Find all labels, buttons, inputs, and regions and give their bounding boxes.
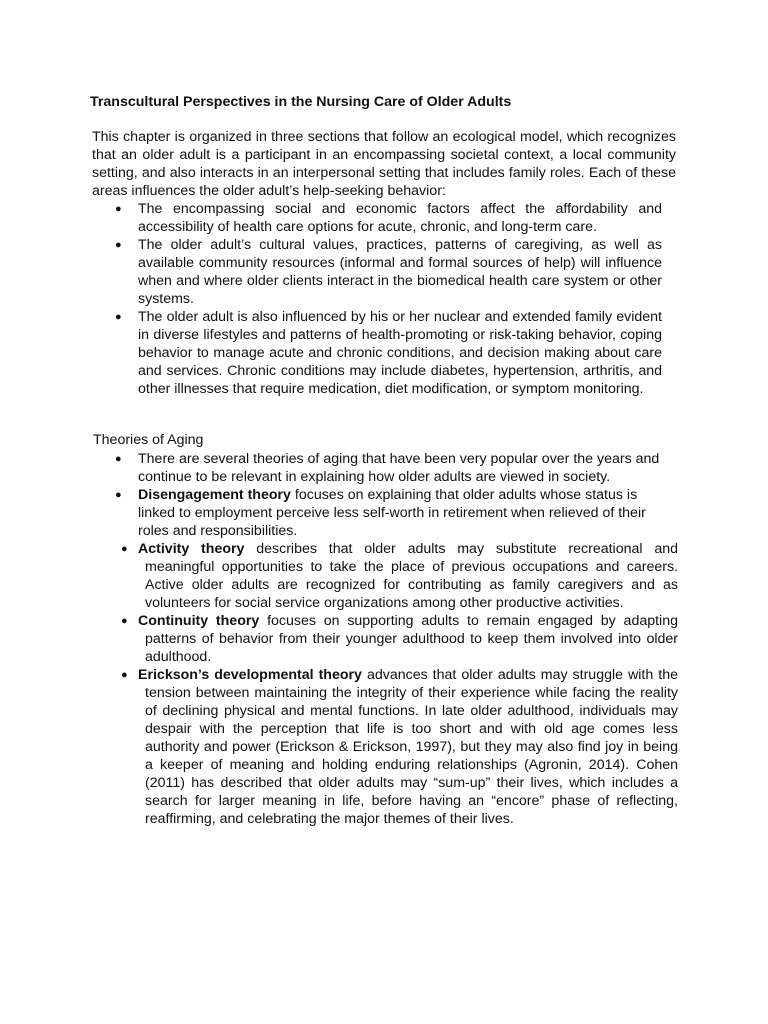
theory-description: advances that older adults may struggle with the tension between maintaining the integrity of their experience while facing the reality of declining physical and mental functions. In late older adulthood, individuals may despair with the perception that life is too short and with old age comes less authority and power (Erickson & Erickson, 1997), but they may also find joy in being a keeper of meaning and holding enduring relationships (Agronin, 2014). Cohen (2011) has described that older adults may “sum-up” their lives, which includes a search for larger meaning in life, before having an “encore” phase of reflecting, reaffirming, and celebrating the major themes of their lives. [145,667,678,827]
list-item-text: There are several theories of aging that have been very popular over the years and continue to be relevant in explaining how older adults are viewed in society. [138,451,660,485]
theory-description: focuses on supporting adults to remain engaged by adapting patterns of behavior from their younger adulthood to keep them involved into older adulthood. [145,613,678,665]
document-title: Transcultural Perspectives in the Nursing Care of Older Adults [90,94,512,110]
bullet-icon: ● [115,203,122,215]
list-item-text: The older adult’s cultural values, practices, patterns of caregiving, as well as available community resources (informal and formal sources of help) will influence when and where older clients interact in the biomedical health care system or other systems. [138,237,662,307]
bullet-icon: ● [121,543,128,555]
bullet-icon: ● [121,669,128,681]
theory-term: Erickson’s developmental theory [138,667,362,683]
intro-paragraph: This chapter is organized in three sections that follow an ecological model, which recognizes that an older adult is a participant in an encompassing societal context, a local community setting, and also interacts in an interpersonal setting that includes family roles. Each of these areas influences the older adult’s help-seeking behavior: [92,129,676,199]
theory-term: Continuity theory [138,613,260,629]
theory-term: Disengagement theory [138,487,291,503]
theories-heading: Theories of Aging [93,432,204,448]
theories-list [115,450,678,828]
list-item [121,612,678,666]
theory-description: focuses on explaining that older adults whose status is linked to employment perceive less self-worth in retirement when relieved of their roles and responsibilities. [138,487,646,539]
list-item [115,200,662,236]
list-item [115,308,662,398]
bullet-icon: ● [115,453,122,465]
list-item [115,450,678,486]
list-item [121,540,678,612]
bullet-icon: ● [115,489,122,501]
bullet-icon: ● [121,615,128,627]
ecological-factors-list [115,200,662,398]
list-item-text: The encompassing social and economic factors affect the affordability and accessibility of health care options for acute, chronic, and long-term care. [138,201,662,235]
theory-term: Activity theory [138,541,245,557]
bullet-icon: ● [115,311,122,323]
bullet-icon: ● [115,239,122,251]
list-item [121,666,678,828]
list-item-text: The older adult is also influenced by his or her nuclear and extended family evident in diverse lifestyles and patterns of health-promoting or risk-taking behavior, coping behavior to manage acute and chronic conditions, and decision making about care and services. Chronic conditions may include diabetes, hypertension, arthritis, and other illnesses that require medication, diet modification, or symptom monitoring. [138,309,662,397]
list-item [115,236,662,308]
list-item [115,486,678,540]
theory-description: describes that older adults may substitute recreational and meaningful opportunities to take the place of previous occupations and careers. Active older adults are recognized for contributing as family caregivers and as volunteers for social service organizations among other productive activities. [145,541,678,611]
